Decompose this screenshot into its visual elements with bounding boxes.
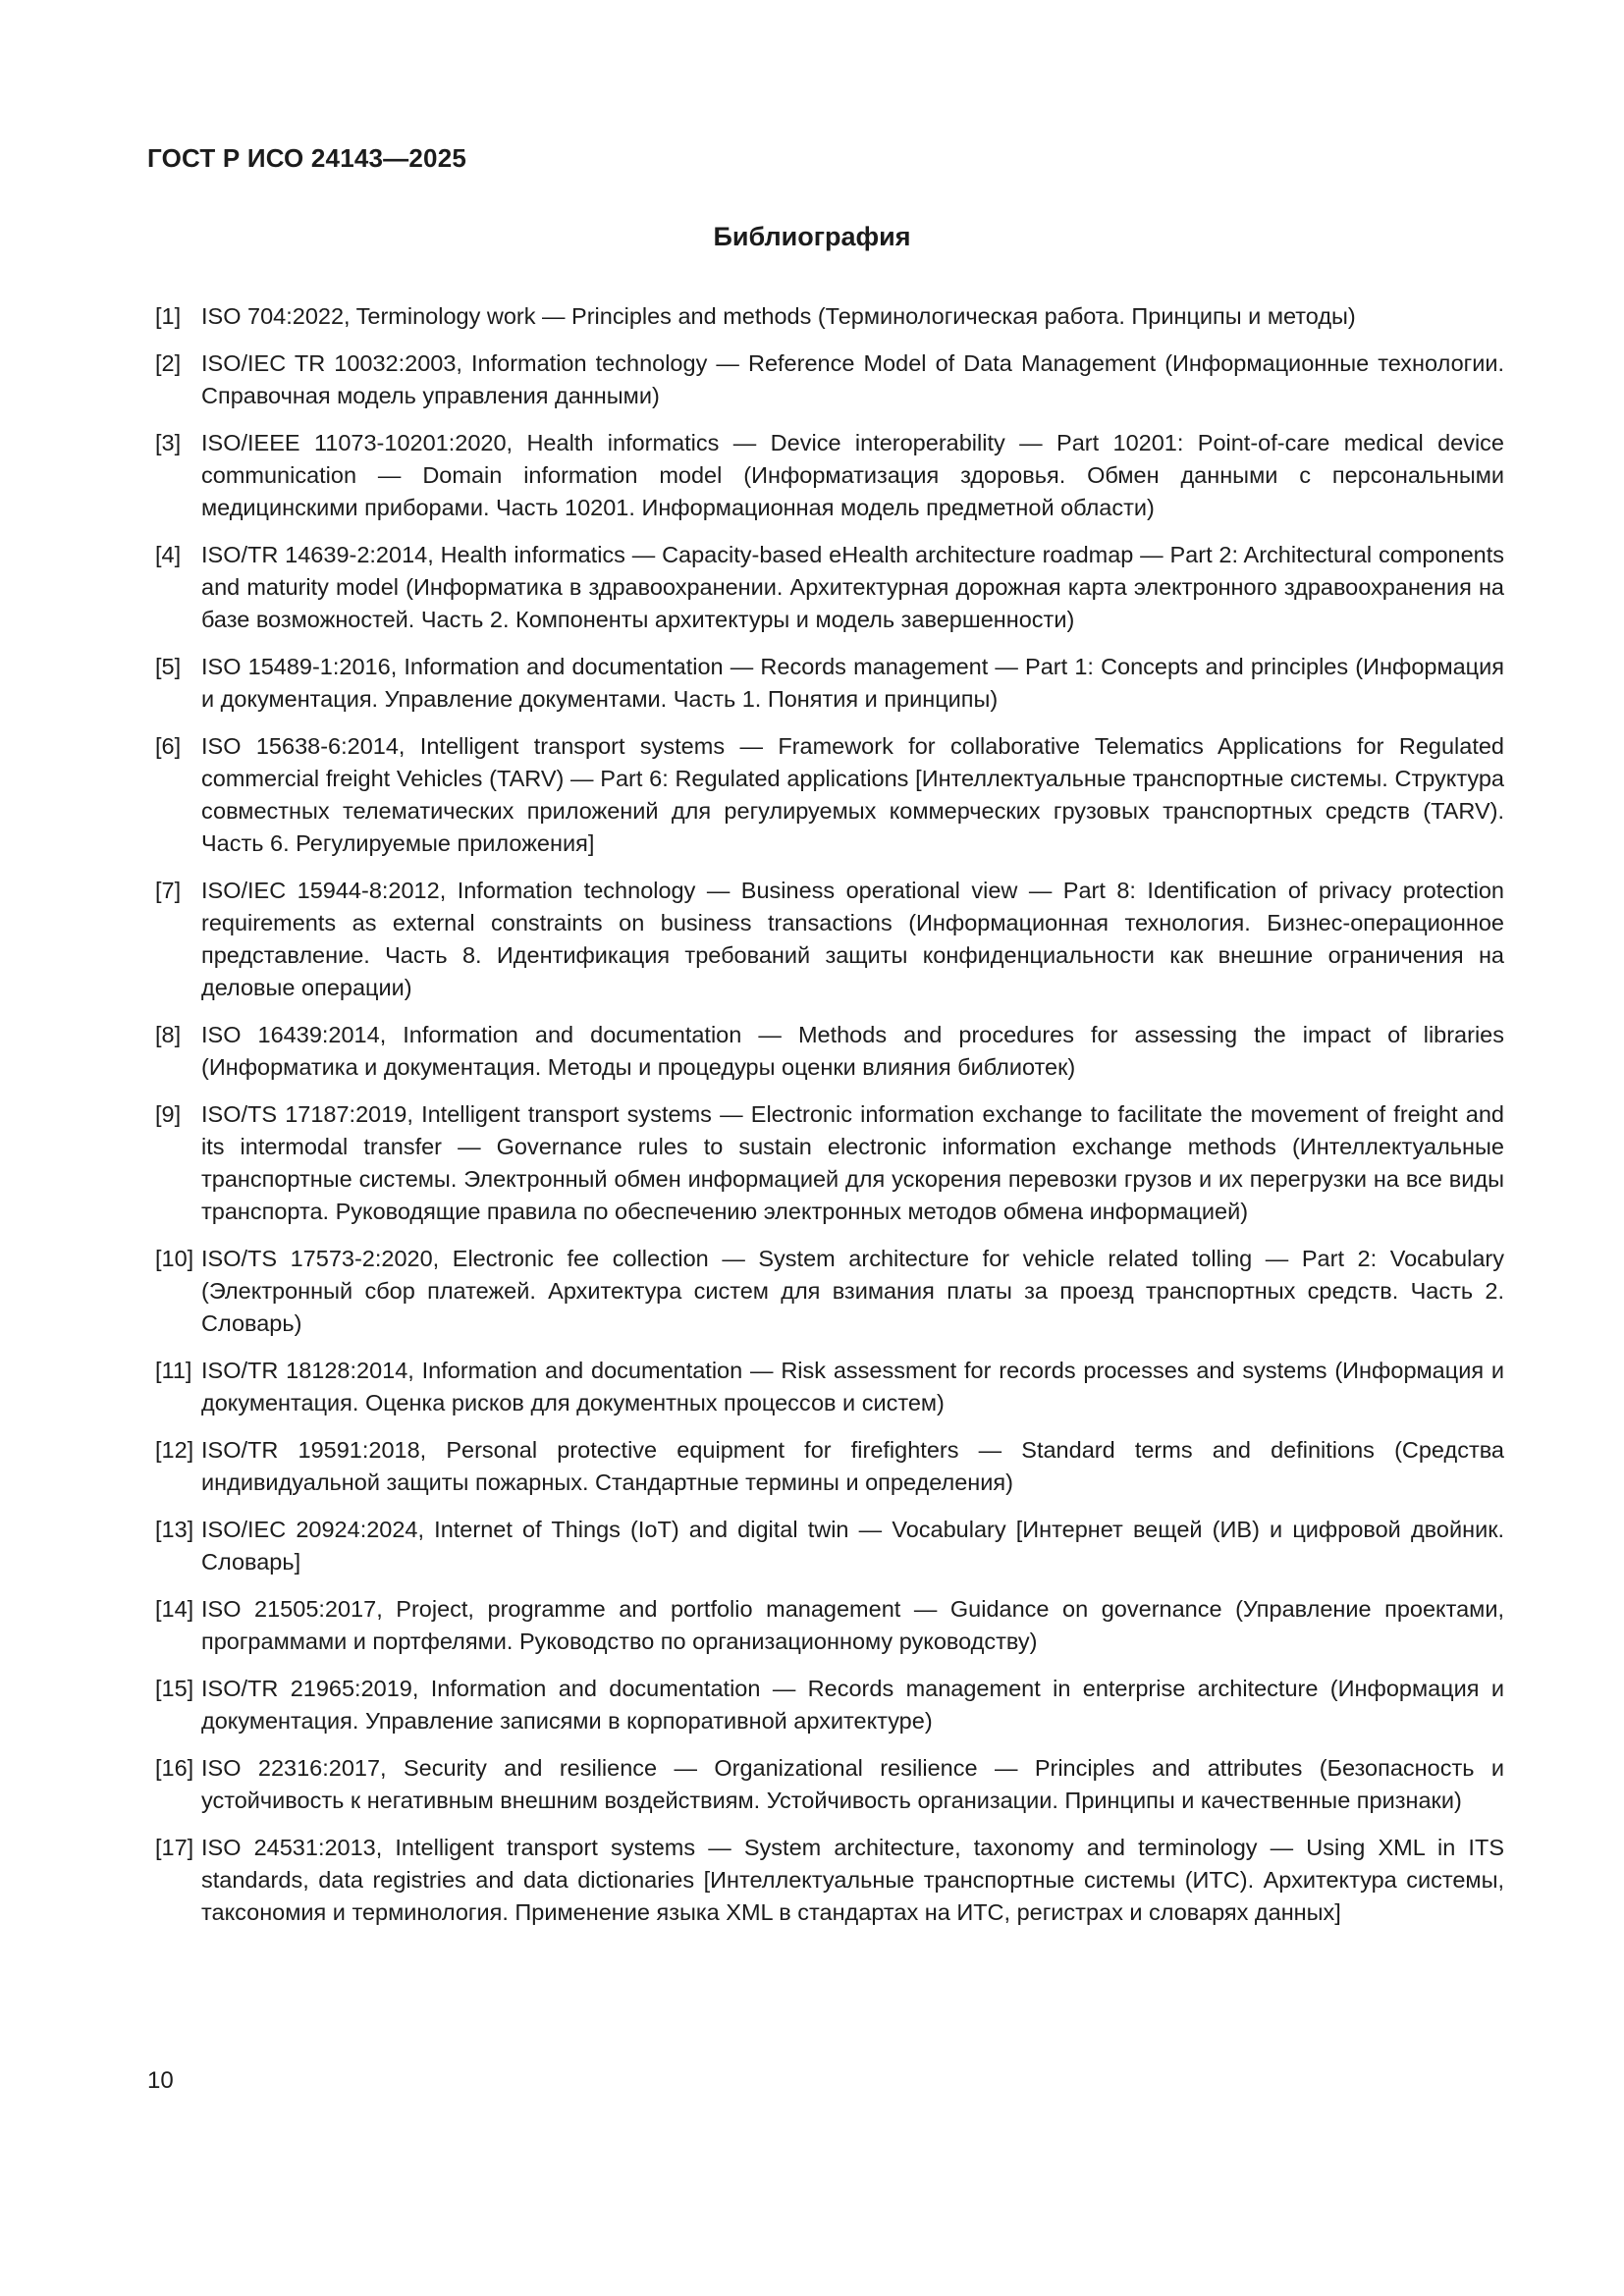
reference-item — [155, 730, 1504, 860]
reference-number: [4] — [155, 542, 182, 567]
reference-text: ISO 704:2022, Terminology work — Principles and methods (Терминологическая работа. Принципы и методы) — [201, 303, 1356, 329]
reference-number: [2] — [155, 350, 182, 376]
reference-text: ISO 15638-6:2014, Intelligent transport systems — Framework for collaborative Telematics Applications for Regulated commercial freight Vehicles (TARV) — Part 6: Regulated applications [Интеллектуальные транспортные системы. Структура совместных телематических приложений для регулируемых коммерческих грузовых транспортных средств (TARV). Часть 6. Регулируемые приложения] — [201, 733, 1504, 856]
reference-text: ISO 21505:2017, Project, programme and portfolio management — Guidance on governance (Управление проектами, программами и портфелями. Руководство по организационному руководству) — [201, 1596, 1504, 1654]
reference-item — [155, 1098, 1504, 1228]
reference-text: ISO/TR 19591:2018, Personal protective equipment for firefighters — Standard terms and definitions (Средства индивидуальной защиты пожарных. Стандартные термины и определения) — [201, 1437, 1504, 1495]
reference-text: ISO 24531:2013, Intelligent transport systems — System architecture, taxonomy and terminology — Using XML in ITS standards, data registries and data dictionaries [Интеллектуальные транспортные системы (ИТС). Архитектура системы, таксономия и терминология. Применение языка XML в стандартах на ИТС, регистрах и словарях данных] — [201, 1835, 1504, 1925]
reference-text: ISO/IEC 15944-8:2012, Information technology — Business operational view — Part 8: Identification of privacy protection requirements as external constraints on business transactions (Информационная технология. Бизнес-операционное представление. Часть 8. Идентификация требований защиты конфиденциальности как внешние ограничения на деловые операции) — [201, 878, 1504, 1000]
reference-text: ISO 15489-1:2016, Information and documentation — Records management — Part 1: Concepts and principles (Информация и документация. Управление документами. Часть 1. Понятия и принципы) — [201, 654, 1504, 712]
reference-number: [6] — [155, 733, 182, 759]
reference-item — [155, 1019, 1504, 1084]
reference-number: [14] — [155, 1596, 194, 1622]
document-designation: ГОСТ Р ИСО 24143—2025 — [147, 143, 467, 173]
reference-item — [155, 1355, 1504, 1419]
reference-text: ISO/TS 17187:2019, Intelligent transport systems — Electronic information exchange to facilitate the movement of freight and its intermodal transfer — Governance rules to sustain electronic information exchange methods (Интеллектуальные транспортные системы. Электронный обмен информацией для ускорения перевозки грузов и их перегрузки на все виды транспорта. Руководящие правила по обеспечению электронных методов обмена информацией) — [201, 1101, 1504, 1224]
reference-item — [155, 1243, 1504, 1340]
reference-number: [7] — [155, 878, 182, 903]
reference-text: ISO 16439:2014, Information and documentation — Methods and procedures for assessing the impact of libraries (Информатика и документация. Методы и процедуры оценки влияния библиотек) — [201, 1022, 1504, 1080]
reference-number: [10] — [155, 1246, 194, 1271]
bibliography-list — [155, 300, 1504, 1944]
reference-item — [155, 875, 1504, 1004]
reference-number: [9] — [155, 1101, 182, 1127]
reference-number: [13] — [155, 1517, 194, 1542]
reference-item — [155, 300, 1504, 333]
bibliography-title: Библиография — [713, 222, 911, 251]
reference-number: [12] — [155, 1437, 194, 1463]
reference-text: ISO/TS 17573-2:2020, Electronic fee collection — System architecture for vehicle related tolling — Part 2: Vocabulary (Электронный сбор платежей. Архитектура систем для взимания платы за проезд транспортных средств. Часть 2. Словарь) — [201, 1246, 1504, 1336]
reference-text: ISO/TR 14639-2:2014, Health informatics — Capacity-based eHealth architecture roadmap — Part 2: Architectural components and maturity model (Информатика в здравоохранении. Архитектурная дорожная карта электронного здравоохранения на базе возможностей. Часть 2. Компоненты архитектуры и модель завершенности) — [201, 542, 1504, 632]
reference-number: [17] — [155, 1835, 194, 1860]
reference-item — [155, 1434, 1504, 1499]
reference-item — [155, 1832, 1504, 1929]
reference-item — [155, 1514, 1504, 1578]
reference-text: ISO 22316:2017, Security and resilience — Organizational resilience — Principles and attributes (Безопасность и устойчивость к негативным внешним воздействиям. Устойчивость организации. Принципы и качественные признаки) — [201, 1755, 1504, 1813]
reference-item — [155, 539, 1504, 636]
reference-text: ISO/IEC 20924:2024, Internet of Things (IoT) and digital twin — Vocabulary [Интернет вещей (ИВ) и цифровой двойник. Словарь] — [201, 1517, 1504, 1575]
reference-item — [155, 651, 1504, 716]
reference-number: [15] — [155, 1676, 194, 1701]
reference-number: [1] — [155, 303, 182, 329]
reference-text: ISO/TR 21965:2019, Information and documentation — Records management in enterprise architecture (Информация и документация. Управление записями в корпоративной архитектуре) — [201, 1676, 1504, 1734]
reference-number: [3] — [155, 430, 182, 455]
reference-number: [11] — [155, 1358, 192, 1383]
reference-number: [8] — [155, 1022, 182, 1047]
reference-item — [155, 347, 1504, 412]
reference-text: ISO/IEC TR 10032:2003, Information technology — Reference Model of Data Management (Информационные технологии. Справочная модель управления данными) — [201, 350, 1504, 408]
reference-text: ISO/TR 18128:2014, Information and documentation — Risk assessment for records processes and systems (Информация и документация. Оценка рисков для документных процессов и систем) — [201, 1358, 1504, 1415]
reference-number: [16] — [155, 1755, 194, 1781]
reference-item — [155, 1752, 1504, 1817]
page-number: 10 — [147, 2067, 174, 2094]
reference-text: ISO/IEEE 11073-10201:2020, Health informatics — Device interoperability — Part 10201: Point-of-care medical device communication — Domain information model (Информатизация здоровья. Обмен данными с персональными медицинскими приборами. Часть 10201. Информационная модель предметной области) — [201, 430, 1504, 520]
reference-item — [155, 1673, 1504, 1737]
reference-item — [155, 427, 1504, 524]
reference-item — [155, 1593, 1504, 1658]
reference-number: [5] — [155, 654, 182, 679]
